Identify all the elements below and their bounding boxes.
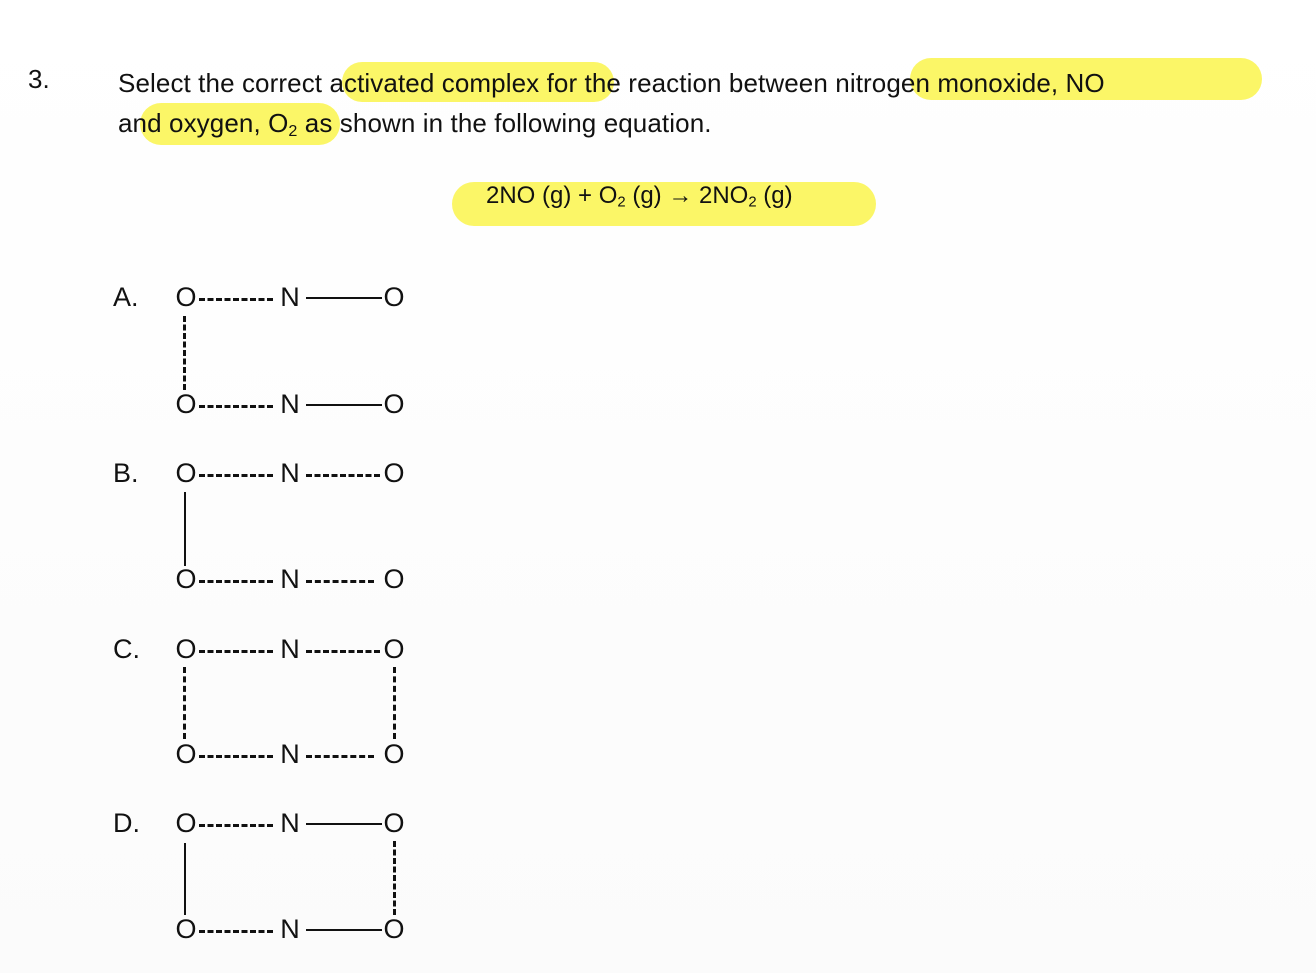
option-d-bond-top-right-solid: [306, 823, 382, 825]
equation-subscript-2: 2: [748, 194, 757, 211]
option-d-bond-left-solid: [184, 843, 186, 915]
option-a-label: A.: [113, 282, 139, 312]
option-d-bond-right-dashed: [393, 841, 396, 915]
option-b-atom-bottom-mid: N: [280, 564, 300, 594]
option-c-bond-right-dashed: [393, 667, 396, 739]
equation-part-1: 2NO (g) + O: [486, 182, 618, 209]
option-d-atom-bottom-right: O: [383, 914, 405, 944]
option-c-atom-top-left: O: [175, 634, 197, 664]
option-a-atom-bottom-mid: N: [280, 389, 300, 419]
option-b-label: B.: [113, 458, 139, 488]
option-d-atom-top-mid: N: [280, 808, 300, 838]
option-a-bond-top-right-solid: [306, 297, 382, 299]
option-d-atom-bottom-left: O: [175, 914, 197, 944]
question-text-nitrogen-monoxide: nitrogen monoxide, NO: [835, 68, 1105, 98]
equation-part-2: (g) → 2NO: [625, 182, 749, 209]
option-b-atom-bottom-left: O: [175, 564, 197, 594]
question-text-seg3: as shown in the following equation.: [297, 108, 712, 138]
option-d-bond-bottom-left-dashed: [199, 930, 273, 933]
option-c-bond-bottom-left-dashed: [199, 755, 273, 758]
option-d-atom-bottom-mid: N: [280, 914, 300, 944]
option-c-atom-bottom-right: O: [383, 739, 405, 769]
option-c-bond-bottom-right-dashed: [306, 755, 374, 758]
option-d-atom-top-right: O: [383, 808, 405, 838]
option-c-bond-top-left-dashed: [199, 650, 273, 653]
option-d-bond-top-left-dashed: [199, 824, 273, 827]
question-text-line-1: [118, 68, 1105, 99]
option-d-atom-top-left: O: [175, 808, 197, 838]
equation-subscript-1: 2: [617, 194, 626, 211]
option-d-label: D.: [113, 808, 140, 838]
option-c-atom-top-mid: N: [280, 634, 300, 664]
question-text-seg1: Select the correct: [118, 68, 330, 98]
option-a-bond-bottom-left-dashed: [199, 405, 273, 408]
option-a-atom-top-left: O: [175, 282, 197, 312]
option-b-bond-top-right-dashed: [306, 474, 380, 477]
option-c-atom-top-right: O: [383, 634, 405, 664]
option-c-bond-left-dashed: [183, 667, 186, 739]
question-text-line-2: [118, 108, 712, 141]
option-a-atom-bottom-right: O: [383, 389, 405, 419]
question-text-activated-complex: activated complex: [329, 68, 540, 98]
option-d-bond-bottom-right-solid: [306, 929, 382, 931]
option-b-bond-left-solid: [184, 492, 186, 566]
option-c-label: C.: [113, 634, 140, 664]
option-a-bond-top-left-dashed: [199, 298, 273, 301]
question-number: 3.: [28, 64, 50, 94]
option-a-atom-top-right: O: [383, 282, 405, 312]
option-a-bond-left-dashed: [183, 316, 186, 390]
question-text-seg2: for the reaction between: [539, 68, 836, 98]
option-a-bond-bottom-right-solid: [306, 404, 382, 406]
option-c-bond-top-right-dashed: [306, 650, 380, 653]
question-text-oxygen: and oxygen, O: [118, 108, 289, 138]
option-b-atom-top-left: O: [175, 458, 197, 488]
option-c-atom-bottom-left: O: [175, 739, 197, 769]
option-b-atom-top-right: O: [383, 458, 405, 488]
option-a-atom-bottom-left: O: [175, 389, 197, 419]
reaction-equation: [486, 182, 793, 211]
option-b-bond-bottom-left-dashed: [199, 580, 273, 583]
option-a-atom-top-mid: N: [280, 282, 300, 312]
equation-part-3: (g): [756, 182, 793, 209]
option-b-bond-top-left-dashed: [199, 474, 273, 477]
option-c-atom-bottom-mid: N: [280, 739, 300, 769]
option-b-atom-bottom-right: O: [383, 564, 405, 594]
option-b-bond-bottom-right-dashed: [306, 580, 374, 583]
option-b-atom-top-mid: N: [280, 458, 300, 488]
question-text-oxygen-subscript: 2: [288, 122, 298, 141]
